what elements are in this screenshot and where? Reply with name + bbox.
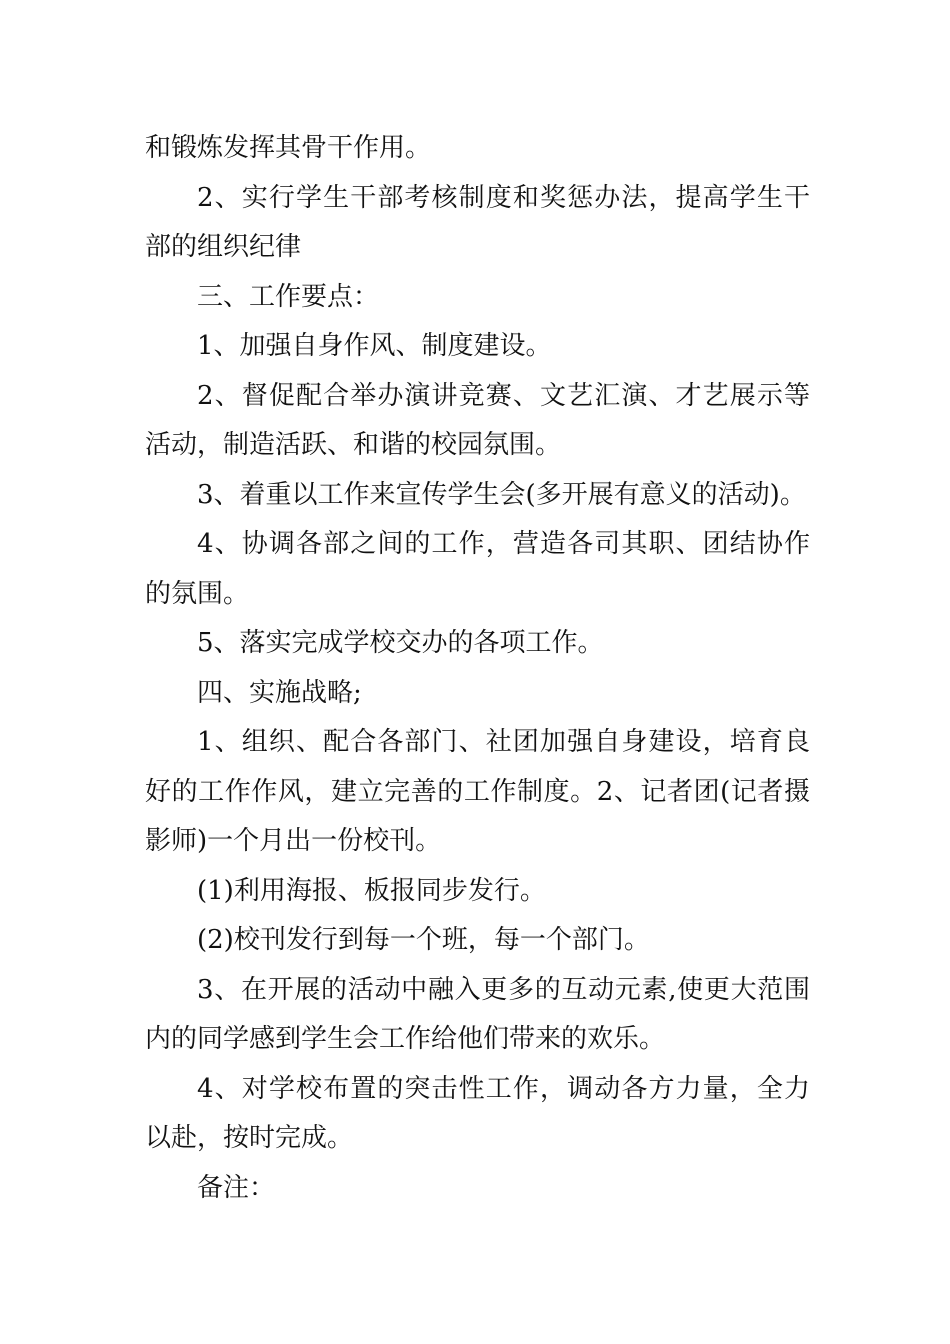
- section-heading-work-points: 三、工作要点：: [197, 281, 380, 312]
- list-item-work-point-5: 5、落实完成学校交办的各项工作。: [197, 628, 604, 658]
- section-heading-strategy: 四、实施战略;: [197, 677, 362, 708]
- list-item-work-point-4: 4、协调各部之间的工作，营造各司其职、团结协作的氛围。: [145, 529, 810, 609]
- list-item-strategy-3: 3、在开展的活动中融入更多的互动元素,使更大范围内的同学感到学生会工作给他们带来的欢乐。: [145, 974, 810, 1054]
- list-item-strategy-1: 1、组织、配合各部门、社团加强自身建设，培育良好的工作作风，建立完善的工作制度。2、记者团(记者摄影师)一个月出一份校刊。: [145, 727, 810, 856]
- paragraph-cadre-assessment: 2、实行学生干部考核制度和奖惩办法，提高学生干部的组织纪律: [145, 182, 810, 262]
- list-item-work-point-3: 3、着重以工作来宣传学生会(多开展有意义的活动)。: [197, 479, 806, 510]
- sub-item-strategy-2-1: (1)利用海报、板报同步发行。: [197, 875, 546, 906]
- list-item-strategy-4: 4、对学校布置的突击性工作，调动各方力量，全力以赴，按时完成。: [145, 1073, 810, 1153]
- document-body: [145, 124, 810, 1213]
- list-item-work-point-2: 2、督促配合举办演讲竞赛、文艺汇演、才艺展示等活动，制造活跃、和谐的校园氛围。: [145, 380, 810, 460]
- sub-item-strategy-2-2: (2)校刊发行到每一个班，每一个部门。: [197, 925, 650, 955]
- remarks-label: 备注：: [197, 1172, 276, 1203]
- list-item-work-point-1: 1、加强自身作风、制度建设。: [197, 331, 552, 361]
- paragraph-continuation: 和锻炼发挥其骨干作用。: [145, 133, 432, 163]
